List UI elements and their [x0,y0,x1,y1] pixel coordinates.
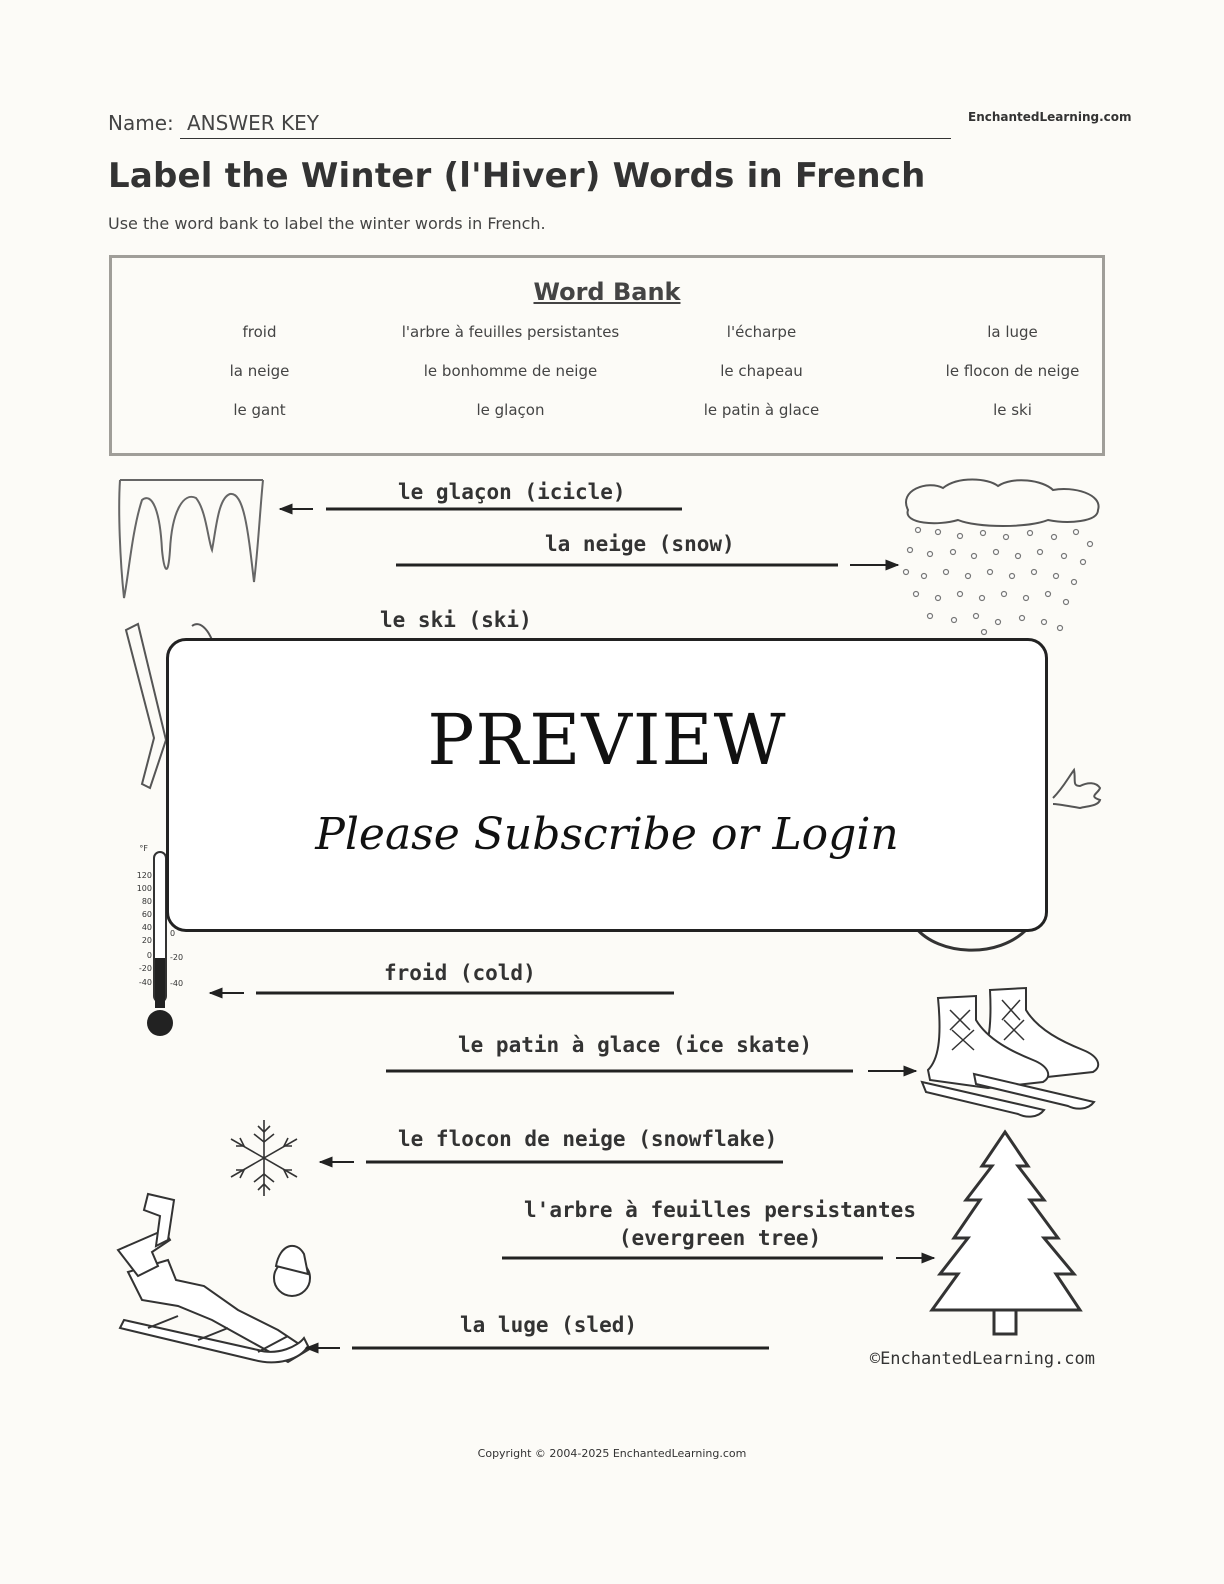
word-bank-item: le bonhomme de neige [423,362,598,380]
word-bank-item: froid [242,323,277,341]
word-bank [109,255,1105,456]
word-bank-item: le flocon de neige [945,362,1080,380]
word-bank-item: l'arbre à feuilles persistantes [401,323,620,341]
label-snowflake: le flocon de neige (snowflake) [398,1127,778,1151]
glove-icon [1053,770,1100,808]
thermo-tick: 100 [136,884,152,893]
word-bank-grid [134,322,1138,439]
word-bank-item: le chapeau [720,362,803,380]
preview-title: PREVIEW [427,699,787,781]
thermo-unit: °F [139,844,148,853]
name-label: Name: [108,111,174,135]
snow-cloud-icon [904,480,1099,635]
sled-icon [118,1194,310,1362]
site-brand[interactable]: EnchantedLearning.com [968,110,1132,124]
thermo-tick: 0 [170,929,176,938]
label-icicle: le glaçon (icicle) [398,480,626,504]
label-ice-skate: le patin à glace (ice skate) [458,1033,813,1057]
label-tree: l'arbre à feuilles persistantes [524,1198,916,1222]
label-snow: la neige (snow) [545,532,735,556]
name-underline [180,138,951,139]
icicle-icon [119,480,263,598]
evergreen-tree-icon [932,1132,1080,1334]
thermo-tick: 80 [141,897,152,906]
label-ski: le ski (ski) [380,608,532,632]
word-bank-title: Word Bank [533,278,681,306]
ice-skate-icon [922,988,1098,1117]
word-bank-item: le glaçon [476,401,545,419]
thermo-tick: -20 [170,953,184,962]
label-sled: la luge (sled) [460,1313,638,1337]
word-bank-item: le patin à glace [703,401,820,419]
thermo-tick: 60 [141,910,152,919]
thermo-tick: 40 [141,923,152,932]
image-credit: ©EnchantedLearning.com [869,1349,1095,1369]
word-bank-item: la neige [229,362,290,380]
word-bank-item: le gant [233,401,286,419]
thermo-tick: -20 [138,964,152,973]
name-value: ANSWER KEY [187,111,319,135]
thermo-tick: 120 [136,871,152,880]
thermo-tick: -40 [170,979,184,988]
label-tree-translation: (evergreen tree) [618,1226,822,1250]
snowflake-icon [231,1120,297,1196]
word-bank-item: le ski [993,401,1032,419]
word-bank-item: l'écharpe [726,323,797,341]
label-cold: froid (cold) [384,961,536,985]
thermo-tick: 20 [141,936,152,945]
instructions: Use the word bank to label the winter words in French. [108,214,546,233]
page-title: Label the Winter (l'Hiver) Words in French [108,156,926,196]
preview-subscribe-login[interactable]: Please Subscribe or Login [315,809,899,860]
footer-copyright: Copyright © 2004-2025 EnchantedLearning.com [477,1447,747,1460]
thermo-tick: -40 [138,978,152,987]
thermo-tick: 0 [146,951,152,960]
word-bank-item: la luge [987,323,1038,341]
preview-overlay[interactable] [166,638,1048,932]
